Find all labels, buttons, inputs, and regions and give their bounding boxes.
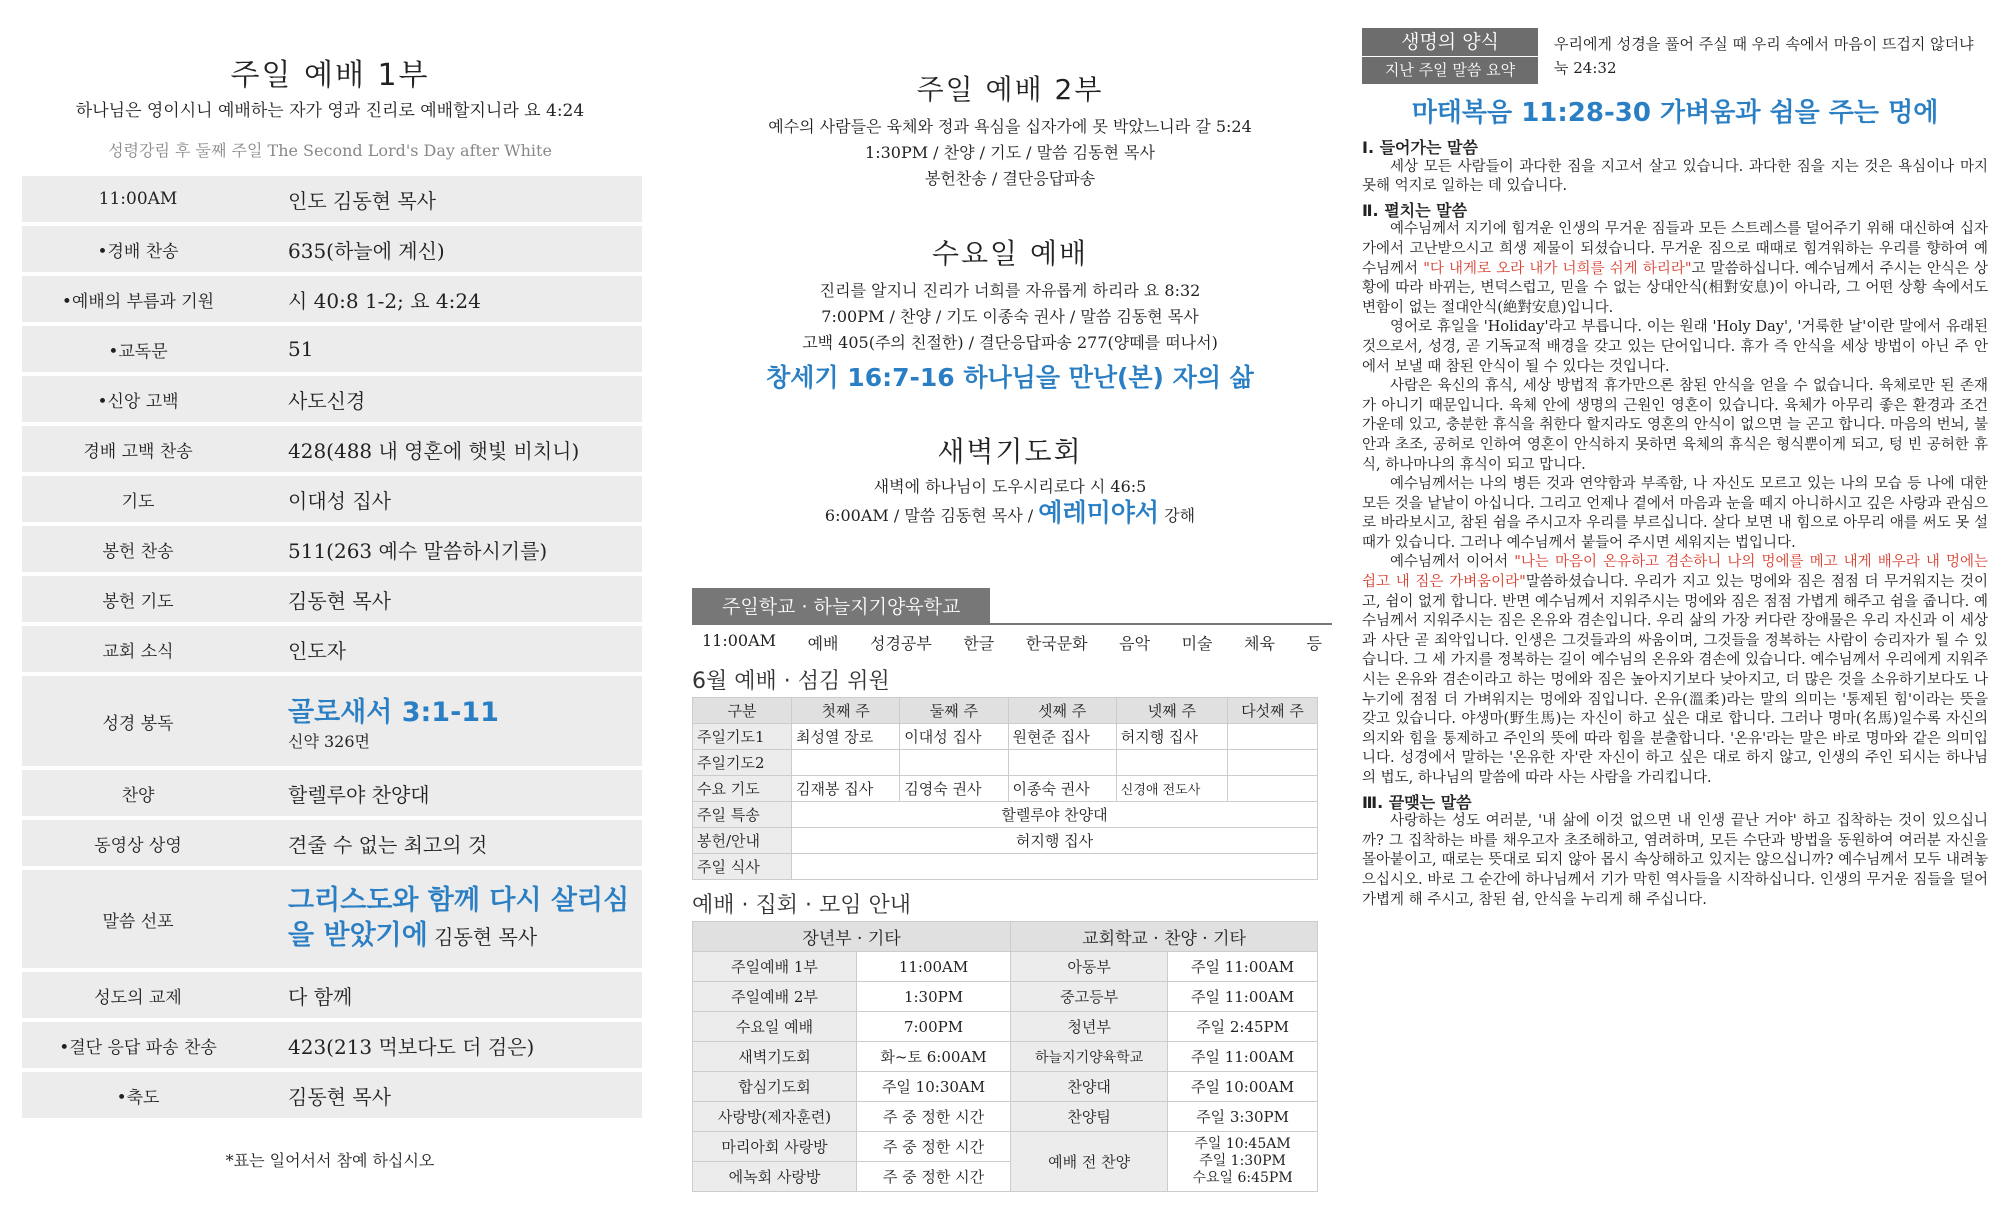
duty-block: [692, 664, 1332, 880]
duty-header-row: [693, 698, 1318, 724]
schedule-time: 주 중 정한 시간: [856, 1162, 1010, 1192]
schedule-header-row: [693, 922, 1318, 952]
scripture-row: [22, 676, 642, 766]
duty-label: 주일기도2: [693, 750, 792, 776]
order-label: 경배 고백 찬송: [83, 441, 193, 462]
scripture-cell: [254, 690, 642, 752]
order-value: 할렐루야 찬양대: [288, 782, 430, 807]
order-label: 기도: [121, 491, 155, 512]
duty-header: 둘째 주: [900, 698, 1008, 724]
schedule-header-right: 교회학교 · 찬양 · 기타: [1011, 922, 1318, 952]
duty-cell: 이종숙 권사: [1008, 776, 1116, 802]
order-label: 봉헌 찬송: [102, 541, 174, 562]
order-value: 김동현 목사: [288, 1084, 391, 1109]
order-row: [22, 276, 642, 322]
schedule-label: 에녹회 사랑방: [693, 1162, 857, 1192]
schedule-row: [693, 1012, 1318, 1042]
service2-line2: 봉헌찬송 / 결단응답파송: [924, 169, 1096, 188]
schedule-time: 화~토 6:00AM: [856, 1042, 1010, 1072]
order-value: 423(213 먹보다도 더 검은): [288, 1034, 535, 1059]
paragraph: 세상 모든 사람들이 과다한 짐을 지고서 살고 있습니다. 과다한 짐을 지는 것은 욕심이나 마지 못해 억지로 일하는 데 있습니다.: [1362, 158, 1988, 195]
summary-quote: 우리에게 성경을 풀어 주실 때 우리 속에서 마음이 뜨겁지 않더냐 눅 24:32: [1554, 35, 1974, 77]
duty-cell: 최성열 장로: [792, 724, 900, 750]
dawn-verse: 새벽에 하나님이 도우시리로다 시 46:5: [873, 477, 1147, 496]
paragraph-text: 말씀하셨습니다. 우리가 지고 있는 멍에와 짐은 점점 더 무거워지는 것이고, 쉼이 없게 합니다. 반면 예수님께서 지워주시는 멍에와 짐은 점점 가볍게 해주고 쉼을 줍니다. 예수님께서 지워주시는 짐은 온유와 겸손입니다. 우리 삶의 가장 커다란 장애물은 우리 자신과 이 세상과 사단 곧 죄악입니다. 인생은 그것들과의 싸움이며, 그것들을 정복하는 사람이 승리자가 될 수 있습니다. 그 세 가지를 정복하는 길이 예수님의 온유와 겸손에 있습니다. 예수님께서 우리에게 지워주시는 온유와 겸손이라고 하는 멍에와 짐은 높아지기보다 낮아지고, 더 많은 것을 소유하기보다도 나누기에 점점 더 가벼워지는 멍에와 짐입니다. 온유(溫柔)라는 말의 의미는 '통제된 힘'이라는 뜻을 갖고 있습니다. 야생마(野生馬)는 자신이 하고 싶은 대로 합니다. 그러나 명마(名馬)일수록 자신의 의지와 힘을 통제하고 주인의 뜻에 따라 힘을 분출합니다. '온유'라는 말은 바로 명마와 같은 의미입니다. 성경에서 말하는 '온유한 자'란 자신이 하고 싶은 대로 하지 않고, 인생의 주인 되시는 하나님의 법도, 하나님의 말씀에 따라 사는 사람을 가리킵니다.: [1362, 574, 1988, 786]
order-row: [22, 1022, 642, 1068]
school-block: [692, 588, 1332, 654]
sermon-cell: [254, 884, 642, 954]
service2-verse: 예수의 사람들은 육체와 정과 욕심을 십자가에 못 박았느니라 갈 5:24: [768, 117, 1252, 136]
duty-cell: 허지행 집사: [1116, 724, 1227, 750]
order-value: 김동현 목사: [288, 588, 391, 613]
service2-title: 주일 예배 2부: [916, 73, 1104, 106]
schedule-row: [693, 1102, 1318, 1132]
duty-label: 수요 기도: [693, 776, 792, 802]
order-label: •경배 찬송: [97, 241, 179, 262]
order-value: 시 40:8 1-2; 요 4:24: [288, 288, 481, 313]
dawn-title: 새벽기도회: [937, 435, 1083, 468]
schedule-time: 주일 10:30AM: [856, 1072, 1010, 1102]
service1-verse: 하나님은 영이시니 예배하는 자가 영과 진리로 예배할지니라 요 4:24: [75, 101, 585, 121]
schedule-row: [693, 1042, 1318, 1072]
section-heading: Ⅱ. 펼치는 말씀: [1362, 200, 1468, 220]
summary-badge: [1362, 28, 1538, 84]
order-row: [22, 576, 642, 622]
school-line: [692, 623, 1332, 654]
order-value: 인도자: [288, 638, 346, 663]
highlight-quote: "다 내게로 오라 내가 너희를 쉬게 하리라": [1423, 260, 1692, 277]
duty-row: [693, 802, 1318, 828]
duty-cell: [1227, 724, 1317, 750]
schedule-label: 사랑방(제자훈련): [693, 1102, 857, 1132]
duty-row: [693, 854, 1318, 880]
duty-label: 주일기도1: [693, 724, 792, 750]
duty-header: 구분: [693, 698, 792, 724]
order-label: 봉헌 기도: [102, 591, 174, 612]
order-row: [22, 526, 642, 572]
pre-praise-time: 주일 1:30PM: [1199, 1153, 1286, 1169]
order-label: 성경 봉독: [102, 713, 174, 734]
schedule-time: 주일 11:00AM: [1168, 952, 1318, 982]
schedule-title: 예배 · 집회 · 모임 안내: [692, 893, 911, 918]
order-label: 동영상 상영: [94, 835, 182, 856]
schedule-table: [692, 921, 1318, 1192]
scripture-reference: 골로새서 3:1-11: [288, 697, 499, 728]
school-item: 미술: [1181, 634, 1213, 653]
order-value: 428(488 내 영혼에 햇빛 비치니): [288, 438, 580, 463]
order-label: •축도: [116, 1087, 160, 1108]
order-label: •결단 응답 파송 찬송: [59, 1037, 217, 1058]
paragraph-text: 예수님께서 이어서: [1390, 554, 1509, 571]
wednesday-title: 수요일 예배: [931, 237, 1089, 270]
duty-cell: [1116, 750, 1227, 776]
schedule-label: 수요일 예배: [693, 1012, 857, 1042]
badge-bottom: 지난 주일 말씀 요약: [1384, 61, 1516, 79]
schedule-label: 예배 전 찬양: [1011, 1132, 1168, 1192]
paragraph: 영어로 휴일을 'Holiday'라고 부릅니다. 이는 원래 'Holy Day', '거룩한 날'이란 말에서 유래된 것으로서, 성경, 곧 기독교적 배경을 갖고 있는 단어입니다. 휴가 즉 안식을 세상 방법이 아닌 주 안에서 보낼 때 참된 안식이 될 수 있다는 것입니다.: [1362, 319, 1988, 375]
duty-span-cell: 할렐루야 찬양대: [792, 802, 1318, 828]
schedule-label: 새벽기도회: [693, 1042, 857, 1072]
schedule-time: 주일 3:30PM: [1168, 1102, 1318, 1132]
schedule-time: 주 중 정한 시간: [856, 1102, 1010, 1132]
duty-cell: 김재봉 집사: [792, 776, 900, 802]
order-label: •신앙 고백: [97, 391, 179, 412]
order-value: 견줄 수 없는 최고의 것: [288, 832, 488, 857]
schedule-label: 찬양팀: [1011, 1102, 1168, 1132]
schedule-label: 아동부: [1011, 952, 1168, 982]
duty-row: [693, 750, 1318, 776]
section-heading: Ⅰ. 들어가는 말씀: [1362, 138, 1478, 157]
service2-block: [680, 68, 1340, 192]
schedule-block: [692, 888, 1332, 1192]
schedule-time: 7:00PM: [856, 1012, 1010, 1042]
schedule-time: 주일 2:45PM: [1168, 1012, 1318, 1042]
school-band: 주일학교 · 하늘지기양육학교: [692, 588, 990, 623]
duty-cell: 원현준 집사: [1008, 724, 1116, 750]
order-label: •교독문: [108, 341, 168, 362]
order-row: [22, 820, 642, 866]
service1-title: 주일 예배 1부: [230, 58, 430, 93]
duty-title: 6월 예배 · 섬김 위원: [692, 669, 890, 694]
schedule-label: 합심기도회: [693, 1072, 857, 1102]
order-row: [22, 376, 642, 422]
service2-line1: 1:30PM / 찬양 / 기도 / 말씀 김동현 목사: [865, 143, 1155, 162]
summary-body: [1362, 134, 1988, 910]
wednesday-verse: 진리를 알지니 진리가 너희를 자유롭게 하리라 요 8:32: [819, 281, 1201, 300]
schedule-time: 주일 11:00AM: [1168, 982, 1318, 1012]
dawn-line-pre: 6:00AM / 말씀 김동현 목사 /: [824, 506, 1034, 525]
order-row: [22, 476, 642, 522]
paragraph: 사랑하는 성도 여러분, '내 삶에 이것 없으면 내 인생 끝난 거야' 하고 집착하는 것이 있으십니까? 그 집착하는 바를 채우고자 초조해하고, 염려하며, 모든 수단과 방법을 동원하여 여러분 자신을 몰아붙이고, 때로는 뜻대로 되지 않아 몹시 속상해하고 있지는 않으십니까? 예수님께서 모두 내려놓으십시오. 바로 그 순간에 하나님께서 기가 막힌 역사들을 시작하십니다. 인생의 무거운 짐들을 덜어 가볍게 해 주시고, 참된 쉼, 안식을 누리게 해 주십니다.: [1362, 813, 1988, 908]
sermon-title-line2: 을 받았기에: [288, 920, 428, 951]
summary-title: 마태복음 11:28-30 가벼움과 쉼을 주는 멍에: [1411, 98, 1939, 128]
duty-header: 첫째 주: [792, 698, 900, 724]
schedule-time: 1:30PM: [856, 982, 1010, 1012]
pre-praise-time: 수요일 6:45PM: [1192, 1170, 1293, 1186]
order-value: 인도 김동현 목사: [288, 188, 436, 213]
school-item: 예배: [807, 634, 839, 653]
school-item: 성경공부: [870, 634, 932, 653]
order-value: 사도신경: [288, 388, 366, 413]
order-label: 성도의 교제: [94, 987, 182, 1008]
highlight-quote: "나는 마음이 온유하고 겸손하니 나의 멍에를 메고 내게 배우라 내 멍에는 쉽고 내 짐은 가벼움이라": [1362, 554, 1989, 591]
schedule-label: 청년부: [1011, 1012, 1168, 1042]
paragraph: 예수님께서는 나의 병든 것과 연약함과 부족함, 나 자신도 모르고 있는 나의 모습 등 나에 대한 모든 것을 낱낱이 아십니다. 그리고 언제나 곁에서 마음과 눈을 떼지 아니하시고 깊은 사랑과 관심으로 바라보시고, 참된 쉼을 주시고자 우리를 부르십니다. 살다 보면 내 힘으로 아무리 애를 써도 못 설 때가 있습니다. 그러나 예수님께서 붙들어 주시면 세워지는 법입니다.: [1362, 476, 1988, 551]
order-value: 다 함께: [288, 984, 353, 1009]
duty-cell: [900, 750, 1008, 776]
order-label: 찬양: [121, 785, 155, 806]
pre-praise-times: [1168, 1132, 1318, 1192]
order-row: [22, 226, 642, 272]
schedule-label: 찬양대: [1011, 1072, 1168, 1102]
duty-header: 넷째 주: [1116, 698, 1227, 724]
paragraph-text: 고 말씀하십니다. 예수님께서 주시는 안식은 상황에 따라 바뀌는, 변덕스럽고, 믿을 수 없는 상대안식(相對安息)이 아니라, 그 어떤 상황 속에서도 변함이 없는 절대안식(絶對安息)입니다.: [1362, 260, 1989, 316]
order-row: [22, 770, 642, 816]
wednesday-block: [680, 232, 1340, 394]
wednesday-sermon: 창세기 16:7-16 하나님을 만난(본) 자의 삶: [766, 363, 1254, 392]
duty-header: 다섯째 주: [1227, 698, 1317, 724]
schedule-label: 주일예배 2부: [693, 982, 857, 1012]
order-row: [22, 176, 642, 222]
order-row: [22, 972, 642, 1018]
sermon-title-line1: 그리스도와 함께 다시 살리심: [288, 885, 630, 916]
schedule-row: [693, 1072, 1318, 1102]
school-item: 등: [1306, 634, 1322, 653]
duty-span-cell: 허지행 집사: [792, 828, 1318, 854]
order-of-worship: [22, 176, 642, 1122]
order-row: [22, 626, 642, 672]
schedule-label: 하늘지기양육학교: [1011, 1042, 1168, 1072]
order-label: 11:00AM: [98, 189, 178, 209]
sermon-row: [22, 870, 642, 968]
schedule-time: 주일 11:00AM: [1168, 1042, 1318, 1072]
schedule-row: [693, 952, 1318, 982]
duty-cell: 신경애 전도사: [1116, 776, 1227, 802]
dawn-sermon: 예레미야서: [1038, 498, 1160, 527]
duty-cell: 김영숙 권사: [900, 776, 1008, 802]
duty-label: 주일 특송: [693, 802, 792, 828]
dawn-block: [680, 430, 1340, 529]
schedule-label: 주일예배 1부: [693, 952, 857, 982]
school-item: 한국문화: [1025, 634, 1088, 653]
duty-cell: [1227, 750, 1317, 776]
order-label: 교회 소식: [102, 641, 174, 662]
sermon-preacher: 김동현 목사: [434, 925, 538, 949]
dawn-line-post: 강해: [1164, 506, 1196, 525]
duty-label: 봉헌/안내: [693, 828, 792, 854]
duty-cell: [1227, 776, 1317, 802]
duty-label: 주일 식사: [693, 854, 792, 880]
order-row: [22, 1072, 642, 1118]
paragraph: [1362, 220, 1988, 318]
order-label: 말씀 선포: [102, 911, 174, 932]
duty-cell: [792, 750, 900, 776]
section-heading: Ⅲ. 끝맺는 말씀: [1362, 792, 1472, 812]
paragraph-text: 예수님께서 지기에 힘겨운 인생의 무거운 짐들과 모든 스트레스를 덜어주기 위해 대신하여 십자가에서 고난받으시고 희생 제물이 되셨습니다. 무거운 짐으로 때때로 힘겨워하는 우리를 향하여 예수님께서: [1362, 221, 1988, 277]
schedule-header-left: 장년부 · 기타: [693, 922, 1011, 952]
duty-header: 셋째 주: [1008, 698, 1116, 724]
duty-row: [693, 724, 1318, 750]
order-value: 511(263 예수 말씀하시기를): [288, 538, 548, 563]
service1-subtitle: 성령강림 후 둘째 주일 The Second Lord's Day after White: [108, 141, 552, 160]
duty-cell: 이대성 집사: [900, 724, 1008, 750]
order-row: [22, 426, 642, 472]
schedule-time: 주일 10:00AM: [1168, 1072, 1318, 1102]
wednesday-line2: 고백 405(주의 친절한) / 결단응답파송 277(양떼를 떠나서): [802, 333, 1218, 352]
schedule-label: 중고등부: [1011, 982, 1168, 1012]
schedule-label: 마리아회 사랑방: [693, 1132, 857, 1162]
scripture-page: 신약 326면: [288, 732, 370, 751]
schedule-row: [693, 982, 1318, 1012]
pre-praise-time: 주일 10:45AM: [1194, 1136, 1291, 1152]
schedule-row: [693, 1132, 1318, 1162]
wednesday-line1: 7:00PM / 찬양 / 기도 이종숙 권사 / 말씀 김동현 목사: [821, 307, 1199, 326]
schedule-time: 11:00AM: [856, 952, 1010, 982]
duty-span-cell: [792, 854, 1318, 880]
order-row: [22, 326, 642, 372]
duty-table: [692, 697, 1318, 880]
duty-cell: [1008, 750, 1116, 776]
school-item: 한글: [963, 634, 995, 653]
schedule-time: 주 중 정한 시간: [856, 1132, 1010, 1162]
dawn-line: [680, 500, 1340, 529]
standing-note: *표는 일어서서 참예 하십시오: [225, 1151, 435, 1170]
school-item: 11:00AM: [702, 631, 777, 650]
order-value: 635(하늘에 계신): [288, 238, 445, 263]
duty-row: [693, 828, 1318, 854]
badge-top: 생명의 양식: [1362, 28, 1538, 57]
paragraph: [1362, 553, 1988, 788]
order-label: •예배의 부름과 기원: [61, 291, 215, 312]
school-item: 음악: [1119, 634, 1151, 653]
order-value: 이대성 집사: [288, 488, 391, 513]
school-item: 체육: [1244, 634, 1275, 653]
paragraph: 사람은 육신의 휴식, 세상 방법적 휴가만으론 참된 안식을 얻을 수 없습니다. 육체로만 된 존재가 아니기 때문입니다. 육체 안에 생명의 근원인 영혼이 있습니다. 육체가 아무리 좋은 환경과 조건 가운데 있고, 충분한 휴식을 취한다 할지라도 영혼의 안식이 없으면 늘 곤고 합니다. 마음의 번뇌, 불안과 초조, 공허로 인하여 영혼이 안식하지 못하면 육체의 휴식은 형식뿐이게 되고, 텅 빈 공허한 휴식, 하나마나의 휴식이 되고 맙니다.: [1362, 378, 1988, 473]
order-value: 51: [288, 337, 314, 361]
duty-row: [693, 776, 1318, 802]
